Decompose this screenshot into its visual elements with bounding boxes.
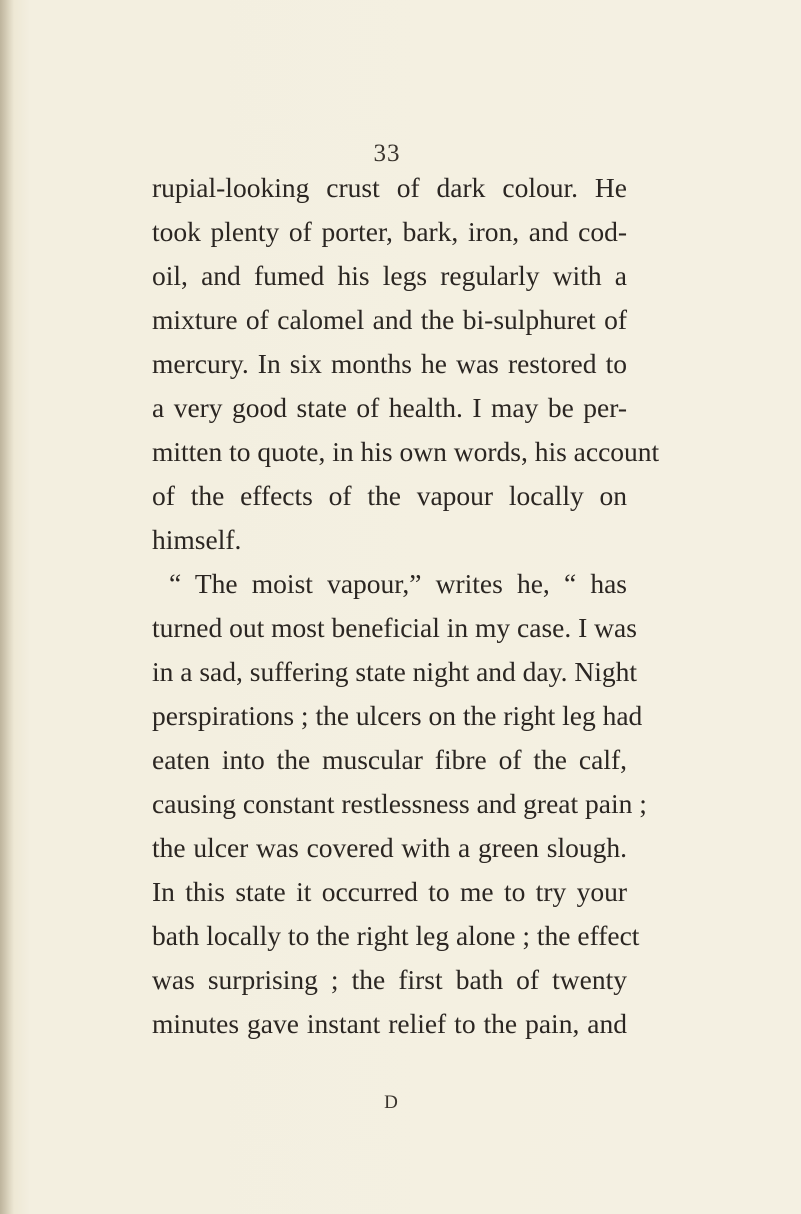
text-line: In this state it occurred to me to try your — [152, 876, 627, 907]
text-line: himself. — [152, 524, 242, 555]
signature-mark: D — [384, 1092, 398, 1113]
text-line: eaten into the muscular fibre of the calf, — [152, 744, 627, 775]
text-line: a very good state of health. I may be per- — [152, 392, 627, 423]
text-line: took plenty of porter, bark, iron, and cod- — [152, 216, 627, 247]
text-line: mitten to quote, in his own words, his account — [152, 436, 660, 467]
text-line: of the effects of the vapour locally on — [152, 480, 627, 511]
text-line: minutes gave instant relief to the pain, and — [152, 1008, 627, 1039]
text-line: mercury. In six months he was restored to — [152, 348, 627, 379]
text-line: in a sad, suffering state night and day. Night — [152, 656, 637, 687]
text-line: turned out most beneficial in my case. I was — [152, 612, 637, 643]
text-line: perspirations ; the ulcers on the right leg had — [152, 700, 643, 731]
text-line: the ulcer was covered with a green slough. — [152, 832, 627, 863]
text-line: causing constant restlessness and great pain ; — [152, 788, 647, 819]
text-line: was surprising ; the first bath of twenty — [152, 964, 627, 995]
text-line: rupial-looking crust of dark colour. He — [152, 172, 627, 203]
text-line: mixture of calomel and the bi-sulphuret of — [152, 304, 627, 335]
text-line: oil, and fumed his legs regularly with a — [152, 260, 627, 291]
page-number: 33 — [373, 140, 401, 167]
page-gutter-shadow — [0, 0, 14, 1214]
text-line: “ The moist vapour,” writes he, “ has — [169, 568, 627, 599]
text-line: bath locally to the right leg alone ; the effect — [152, 920, 640, 951]
